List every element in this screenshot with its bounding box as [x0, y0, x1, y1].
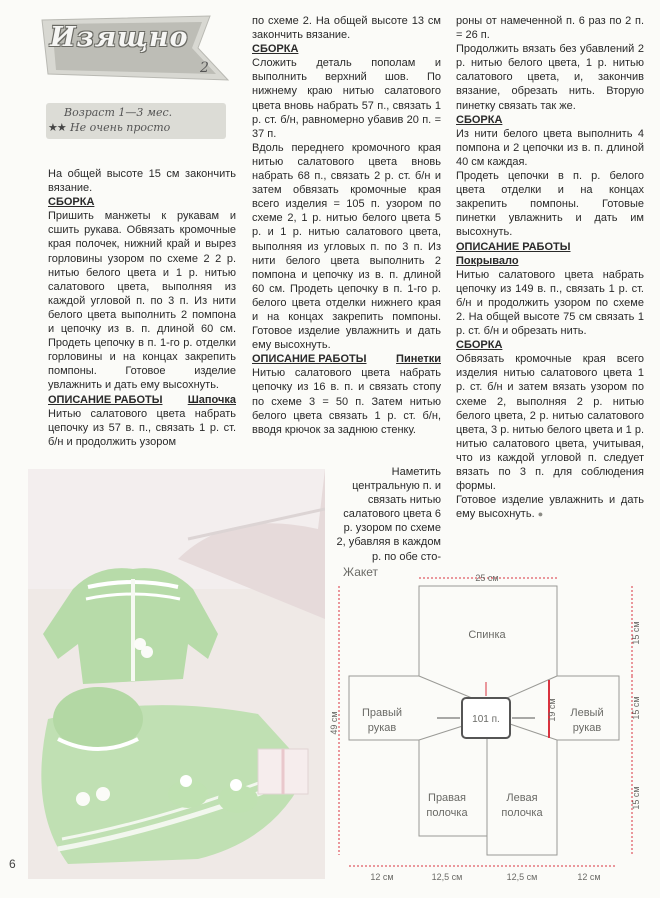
paragraph: Нитью салатового цвета набрать цепочку из 149 в. п., связать 1 р. ст. б/н и продолжить узором по схеме 2. На общей высоте 75 см связать 1 р. ст. б/н и обрезать нить. [456, 268, 644, 338]
item-heading: Покрывало [456, 254, 519, 267]
paragraph: Продеть цепочки в п. р. белого цвета отделки и на концах закрепить помпоны. Готовые пинетки увлажнить и дать им высохнуть. [456, 170, 644, 239]
page-number: 6 [9, 857, 16, 871]
section-heading-row [252, 352, 441, 366]
article-title: Изящно [50, 22, 189, 53]
item-heading: Шапочка [187, 393, 236, 406]
paragraph: Нитью салатового цвета набрать цепочку из 57 в. п., связать 1 р. ст. б/н и продолжить узором [48, 407, 236, 448]
dim-center-label: 19 см [547, 698, 557, 722]
closing-sentence: Готовое изделие увлажнить и дать ему высохнуть. [456, 494, 644, 521]
text-column-2-tail [332, 465, 441, 564]
dim-bottom-4-label: 12 см [577, 872, 601, 882]
paragraph: Из нити белого цвета выполнить 4 помпона и 2 цепочки из в. п. длиной 40 см каждая. [456, 127, 644, 168]
label-right-front-2: полочка [426, 807, 468, 819]
product-photo [28, 469, 325, 879]
paragraph: Наметить центральную п. и связать нитью салатового цвета 6 р. узором по схеме 2, убавляя в каждом р. по обе сто- [336, 466, 441, 563]
knitted-set-illustration [28, 469, 325, 879]
jacket-pattern-diagram [327, 558, 647, 888]
label-right-sleeve-2: рукав [367, 722, 397, 734]
dim-right-mid-label: 15 см [631, 696, 641, 720]
section-heading: СБОРКА [252, 43, 299, 56]
dim-bottom-3-label: 12,5 см [506, 872, 538, 882]
label-back: Спинка [468, 629, 506, 641]
paragraph: роны от намеченной п. 6 раз по 2 п. = 26 п. [456, 15, 644, 42]
label-right-sleeve-1: Правый [361, 707, 403, 719]
paragraph: Сложить деталь пополам и выполнить верхний шов. По нижнему краю нитью салатового цвета вновь набрать 57 п., связать 1 р. ст. б/н, равномерно убавив 20 п. = 37 п. [252, 57, 441, 140]
label-left-front-1: Левая [506, 792, 538, 804]
section-heading-row [48, 393, 236, 407]
paragraph: Пришить манжеты к рукавам и сшить рукава. Обвязать кромочные края полочек, нижний край и вырез горловины узором по схеме 2 2 р. нитью белого цвета и 1 р. нитью салатового цвета, выполняя из каждой угловой п. по 3 п. Из нити белого цвета выполнить 2 помпона и цепочку из в. п. длиной 60 см. Продеть цепочку в п. 1-го р. отделки горловины и на концах закрепить помпоны. Готовое изделие увлажнить и дать ему высохнуть. [48, 210, 236, 392]
paragraph: по схеме 2. На общей высоте 13 см закончить вязание. [252, 15, 441, 42]
dim-right-bottom-label: 15 см [631, 786, 641, 810]
label-left-sleeve-2: рукав [572, 722, 602, 734]
dim-bottom-1-label: 12 см [370, 872, 394, 882]
section-heading: СБОРКА [456, 339, 503, 352]
dim-bottom-2-label: 12,5 см [431, 872, 463, 882]
section-heading: ОПИСАНИЕ РАБОТЫ [48, 393, 163, 406]
end-of-article-icon: ● [537, 509, 544, 520]
diagram-title: Жакет [343, 565, 379, 579]
section-heading: СБОРКА [456, 113, 503, 126]
age-label: Возраст 1—3 мес. [64, 106, 173, 119]
dim-left-label: 49 см [329, 711, 339, 735]
difficulty-label: Не очень просто [70, 121, 171, 134]
text-column-2 [252, 14, 441, 437]
item-heading: Пинетки [396, 353, 441, 366]
section-heading: СБОРКА [48, 196, 95, 209]
label-right-front-1: Правая [428, 792, 466, 804]
center-stitch-count: 101 п. [472, 714, 500, 725]
paragraph: Продолжить вязать без убавлений 2 р. нитью белого цвета, 1 р. нитью салатового цвета, и, закончив вязание, обрезать нить. Вторую пинетку связать так же. [456, 43, 644, 112]
difficulty-stars-icon: ★★ [48, 122, 66, 134]
section-heading: ОПИСАНИЕ РАБОТЫ [456, 240, 571, 253]
paragraph: Обвязать кромочные края всего изделия нитью салатового цвета 1 р. ст. б/н и затем вязать узором по схеме 2, выполняя 2 р. нитью белого цвета, 2 р. нитью салатового цвета, 3 р. нитью белого цвета и 1 р. нитью салатового цвета, учитывая, что из каждой угловой п. следует вязать по 3 п. для соблюдения формы. [456, 353, 644, 493]
paragraph [456, 493, 644, 521]
label-left-sleeve-1: Левый [570, 707, 604, 719]
section-heading: ОПИСАНИЕ РАБОТЫ [252, 353, 367, 366]
text-column-1 [48, 167, 236, 449]
paragraph: На общей высоте 15 см закончить вязание. [48, 168, 236, 195]
paragraph: Вдоль переднего кромочного края нитью салатового цвета вновь набрать 68 п., связать 2 р. ст. б/н и затем обвязать кромочные края всего изделия = 105 п. узором по схеме 2, 1 р. нитью белого цвета 5 р. и 1 р. нитью салатового цвета, выполняя из угловых п. по 3 п. Из нити белого цвета выполнить 2 помпона и цепочку из в. п. длиной 60 см. Продеть цепочку в п. 1-го р. белого цвета отделки нижнего края и на концах закрепить помпоны. Готовое изделие увлажнить и дать ему высохнуть. [252, 141, 441, 352]
dim-right-top-label: 15 см [631, 621, 641, 645]
article-number: 2 [200, 60, 209, 76]
dim-top-label: 25 см [475, 573, 499, 583]
label-left-front-2: полочка [501, 807, 543, 819]
text-column-3 [456, 14, 644, 521]
paragraph: Нитью салатового цвета набрать цепочку из 16 в. п. и связать стопу по схеме 3 = 50 п. Затем нитью белого цвета связать 1 р. ст. б/н, вводя крючок за заднюю стенку. [252, 367, 441, 436]
